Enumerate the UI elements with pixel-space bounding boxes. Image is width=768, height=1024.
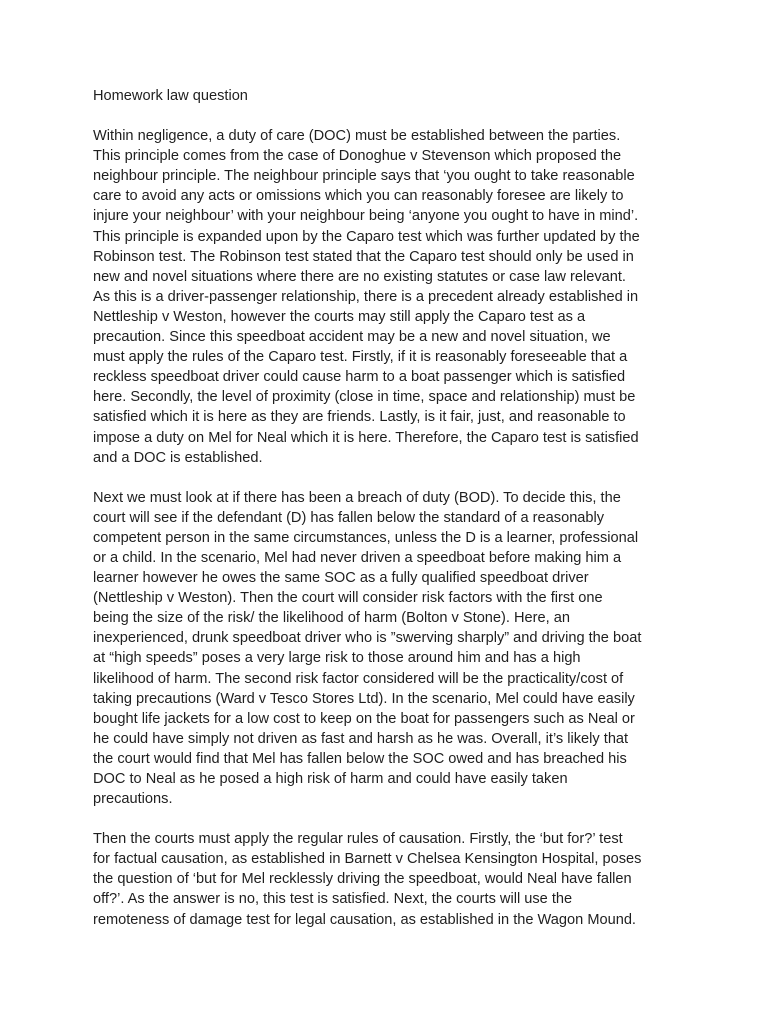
paragraph-breach-of-duty xyxy=(93,488,678,810)
text-line: at “high speeds” poses a very large risk to those around him and has a high xyxy=(93,650,581,667)
text-line: Next we must look at if there has been a breach of duty (BOD). To decide this, the xyxy=(93,489,621,506)
text-line: or a child. In the scenario, Mel had never driven a speedboat before making him a xyxy=(93,549,622,566)
text-line: remoteness of damage test for legal causation, as established in the Wagon Mound. xyxy=(93,911,636,928)
text-line: As this is a driver-passenger relationship, there is a precedent already established in xyxy=(93,288,639,305)
text-line: taking precautions (Ward v Tesco Stores Ltd). In the scenario, Mel could have easily xyxy=(93,690,635,707)
text-line: Robinson test. The Robinson test stated that the Caparo test should only be used in xyxy=(93,248,634,265)
text-line: DOC to Neal as he posed a high risk of harm and could have easily taken xyxy=(93,771,568,787)
text-line: the question of ‘but for Mel recklessly driving the speedboat, would Neal have fallen xyxy=(93,871,632,888)
text-line: Nettleship v Weston, however the courts may still apply the Caparo test as a xyxy=(93,308,586,325)
text-line: for factual causation, as established in Barnett v Chelsea Kensington Hospital, poses xyxy=(93,851,642,868)
text-line: the court would find that Mel has fallen below the SOC owed and has breached his xyxy=(93,750,627,767)
text-line: impose a duty on Mel for Neal which it is here. Therefore, the Caparo test is satisfied xyxy=(93,429,639,446)
text-line: new and novel situations where there are no existing statutes or case law relevant. xyxy=(93,268,626,285)
text-line: Within negligence, a duty of care (DOC) must be established between the parties. xyxy=(93,128,621,145)
text-line: inexperienced, drunk speedboat driver who is ”swerving sharply” and driving the boat xyxy=(93,630,642,647)
text-line: likelihood of harm. The second risk factor considered will be the practicality/cost of xyxy=(93,670,624,687)
text-line: bought life jackets for a low cost to keep on the boat for passengers such as Neal or xyxy=(93,710,635,727)
text-line: This principle is expanded upon by the Caparo test which was further updated by the xyxy=(93,228,640,245)
document-title: Homework law question xyxy=(93,88,248,104)
text-line: competent person in the same circumstances, unless the D is a learner, professional xyxy=(93,529,639,546)
text-line: neighbour principle. The neighbour principle says that ‘you ought to take reasonable xyxy=(93,168,635,185)
text-line: being the size of the risk/ the likelihood of harm (Bolton v Stone). Here, an xyxy=(93,610,570,627)
text-line: he could have simply not driven as fast and harsh as he was. Overall, it’s likely that xyxy=(93,730,629,747)
text-line: must apply the rules of the Caparo test. Firstly, if it is reasonably foreseeable that a xyxy=(93,349,628,366)
text-line: reckless speedboat driver could cause harm to a boat passenger which is satisfied xyxy=(93,369,626,386)
text-line: precautions. xyxy=(93,791,173,808)
text-line: injure your neighbour’ with your neighbour being ‘anyone you ought to have in mind’. xyxy=(93,208,639,225)
text-line: here. Secondly, the level of proximity (close in time, space and relationship) must be xyxy=(93,389,636,406)
text-line: Then the courts must apply the regular rules of causation. Firstly, the ‘but for?’ test xyxy=(93,831,623,848)
text-line: This principle comes from the case of Donoghue v Stevenson which proposed the xyxy=(93,148,622,165)
text-line: (Nettleship v Weston). Then the court will consider risk factors with the first one xyxy=(93,590,603,607)
text-line: off?’. As the answer is no, this test is satisfied. Next, the courts will use the xyxy=(93,891,573,908)
text-line: court will see if the defendant (D) has fallen below the standard of a reasonably xyxy=(93,509,605,526)
text-line: learner however he owes the same SOC as a fully qualified speedboat driver xyxy=(93,570,589,587)
document-page xyxy=(93,86,678,950)
paragraph-causation xyxy=(93,829,678,929)
text-line: and a DOC is established. xyxy=(93,449,263,466)
text-line: care to avoid any acts or omissions which you can reasonably foresee are likely to xyxy=(93,188,624,205)
text-line: satisfied which it is here as they are friends. Lastly, is it fair, just, and reasonable to xyxy=(93,409,626,426)
text-line: precaution. Since this speedboat accident may be a new and novel situation, we xyxy=(93,329,611,346)
paragraph-duty-of-care xyxy=(93,126,678,468)
